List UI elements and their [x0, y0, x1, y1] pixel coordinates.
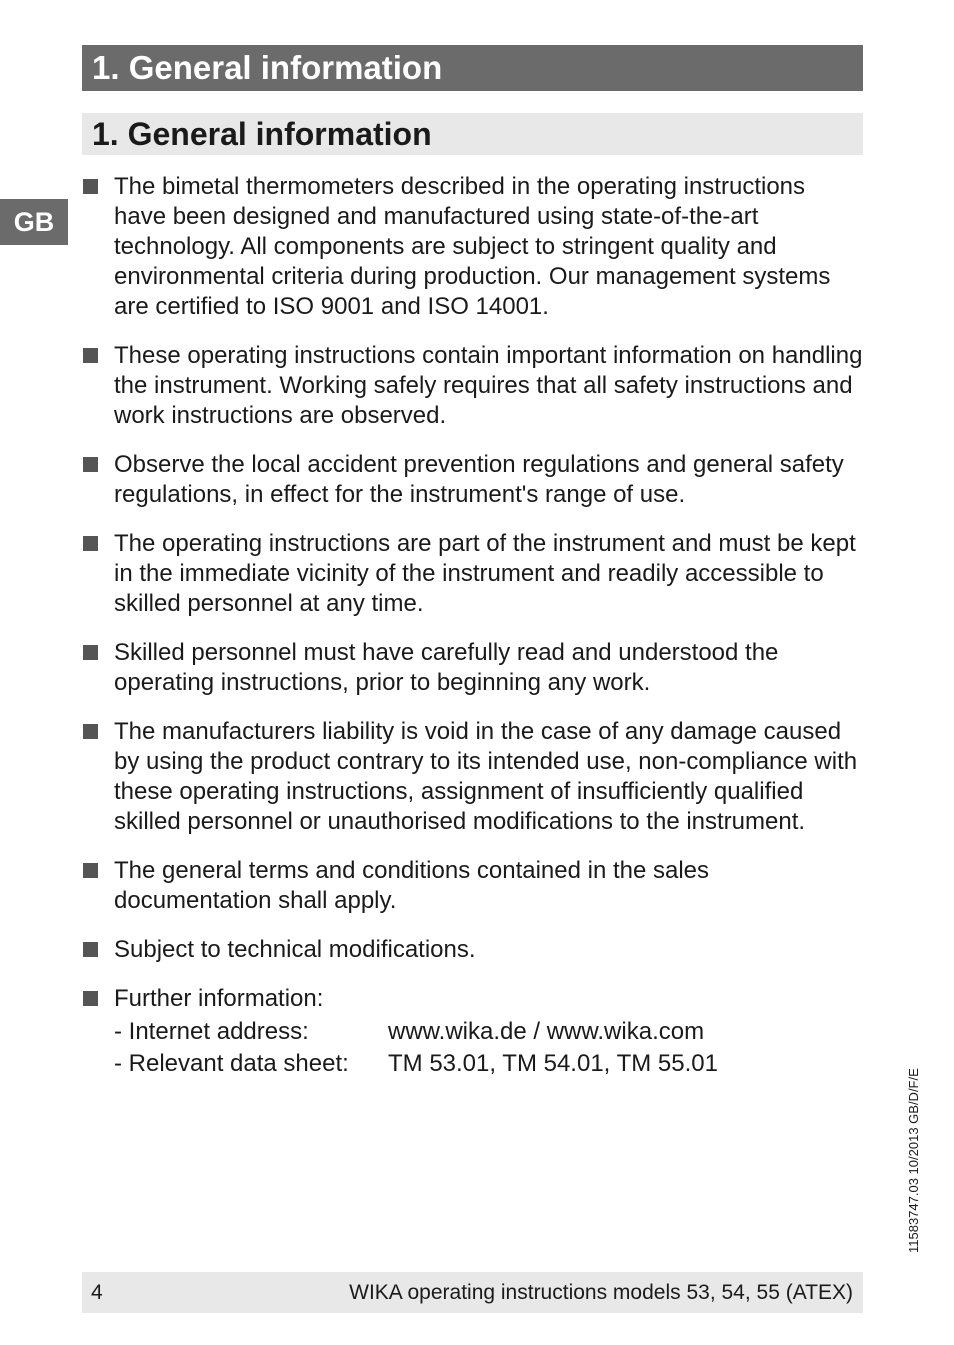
list-item	[82, 529, 863, 619]
language-tab: GB	[0, 199, 68, 245]
page-number: 4	[91, 1281, 103, 1304]
data-sheet-label: - Relevant data sheet:	[114, 1050, 349, 1077]
square-bullet-icon	[83, 724, 98, 739]
square-bullet-icon	[83, 348, 98, 363]
bullet-list	[82, 172, 863, 1099]
list-item	[82, 172, 863, 322]
square-bullet-icon	[83, 863, 98, 878]
square-bullet-icon	[83, 942, 98, 957]
square-bullet-icon	[83, 991, 98, 1006]
data-sheet-value: TM 53.01, TM 54.01, TM 55.01	[388, 1050, 718, 1077]
square-bullet-icon	[83, 457, 98, 472]
list-item	[82, 717, 863, 837]
document-code: 11583747.03 10/2013 GB/D/F/E	[906, 1068, 921, 1253]
list-item-text: The operating instructions are part of the instrument and must be kept in the immediate vicinity of the instrument and readily accessible to skilled personnel at any time.	[114, 530, 856, 617]
page-footer	[82, 1272, 863, 1313]
footer-title: WIKA operating instructions models 53, 54, 55 (ATEX)	[349, 1281, 853, 1304]
list-item-text: The manufacturers liability is void in the case of any damage caused by using the product contrary to its intended use, non-compliance with these operating instructions, assignment of insufficiently qualified skilled personnel or unauthorised modifications to the instrument.	[114, 718, 858, 835]
square-bullet-icon	[83, 645, 98, 660]
square-bullet-icon	[83, 536, 98, 551]
list-item-text: The general terms and conditions contained in the sales documentation shall apply.	[114, 857, 710, 914]
list-item-text: The bimetal thermometers described in the operating instructions have been designed and manufactured using state-of-the-art technology. All components are subject to stringent quality and environmental criteria during production. Our management systems are certified to ISO 9001 and ISO 14001.	[114, 173, 831, 320]
internet-address-value[interactable]: www.wika.de / www.wika.com	[388, 1018, 705, 1045]
list-item	[82, 341, 863, 431]
further-information-label: Further information:	[114, 985, 324, 1012]
list-item-text: Observe the local accident prevention regulations and general safety regulations, in effect for the instrument's range of use.	[114, 451, 844, 508]
further-information-item	[82, 984, 863, 1080]
list-item-text: These operating instructions contain important information on handling the instrument. Working safely requires that all safety instructions and work instructions are observed.	[114, 342, 863, 429]
list-item	[82, 450, 863, 510]
data-sheet-row	[114, 1048, 863, 1080]
list-item	[82, 856, 863, 916]
list-item	[82, 638, 863, 698]
list-item-text: Skilled personnel must have carefully read and understood the operating instructions, prior to beginning any work.	[114, 639, 779, 696]
page-header-title: 1. General information	[82, 45, 863, 91]
internet-address-row	[114, 1016, 863, 1048]
list-item	[82, 935, 863, 965]
list-item-text: Subject to technical modifications.	[114, 936, 476, 963]
section-title: 1. General information	[82, 113, 863, 155]
internet-address-label: - Internet address:	[114, 1018, 309, 1045]
square-bullet-icon	[83, 179, 98, 194]
